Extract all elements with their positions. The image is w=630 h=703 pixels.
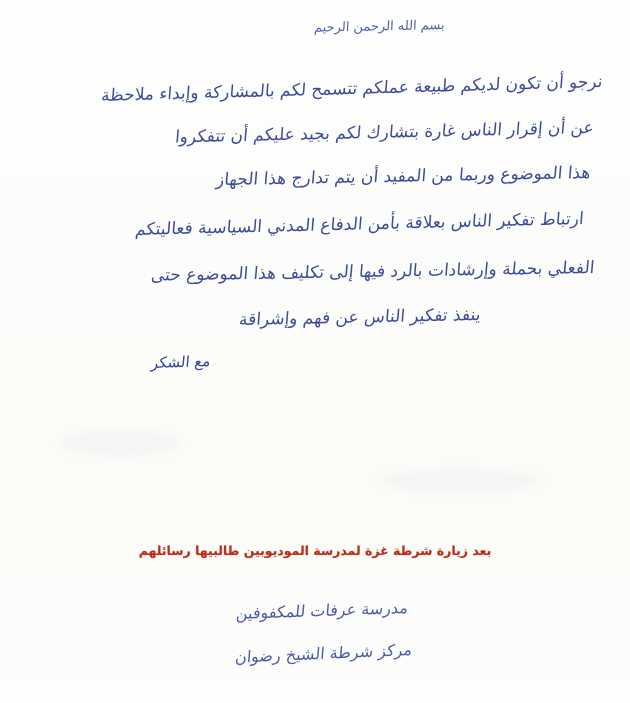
letter-body-line-2: عن أن إقرار الناس غارة بتشارك لكم بجيد عليكم أن تتفكروا <box>174 117 595 148</box>
paper-smudge <box>380 470 540 492</box>
letter-body-line-4: ارتباط تفكير الناس بعلاقة بأمن الدفاع المدني السياسية فعاليتكم <box>134 208 585 240</box>
stamp-line-school: مدرسة عرفات للمكفوفين <box>235 597 409 624</box>
letter-signoff: مع الشكر <box>149 351 211 373</box>
letter-body-line-1: نرجو أن تكون لديكم طبيعة عملكم تتسمح لكم بالمشاركة وإبداء ملاحظة <box>99 71 603 107</box>
image-caption: بعد زيارة شرطة غزة لمدرسة الموديوبين طالبيها رسائلهم <box>138 543 492 558</box>
letter-body-line-3: هذا الموضوع وربما من المفيد أن يتم تدارج هذا الجهاز <box>214 162 591 191</box>
letter-body-line-5: الفعلي بحملة وإرشادات بالرد فيها إلى تكليف هذا الموضوع حتى <box>149 257 595 286</box>
basmala-line: بسم الله الرحمن الرحيم <box>313 17 446 36</box>
stamp-line-police-center: مركز شرطة الشيخ رضوان <box>234 639 413 667</box>
letter-body-line-6: ينفذ تفكير الناس عن فهم وإشراقة <box>237 304 481 331</box>
paper-smudge <box>60 430 180 456</box>
